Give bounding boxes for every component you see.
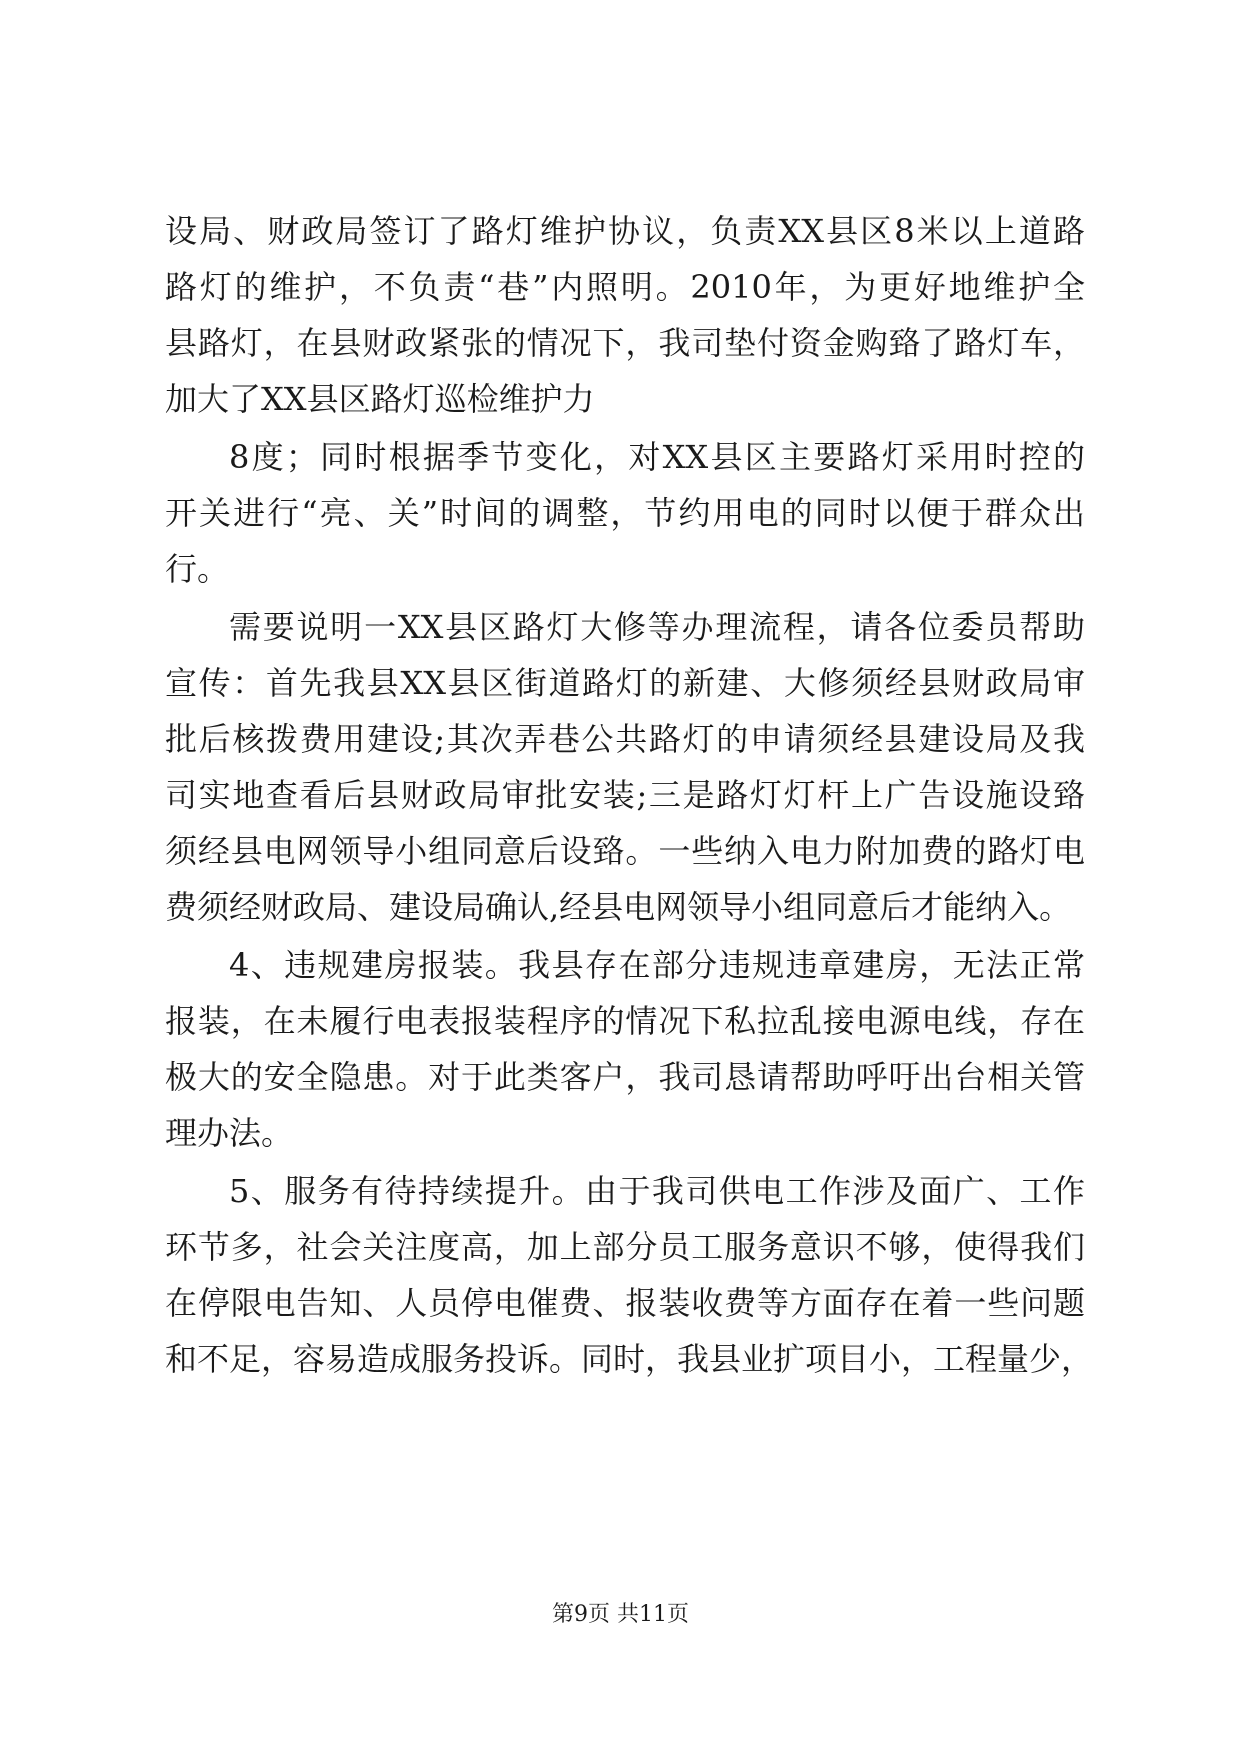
paragraph-line: 需要说明一XX县区路灯大修等办理流程，请各位委员帮助 <box>229 608 1085 646</box>
paragraph-line: 路灯的维护，不负责“巷”内照明。2010年，为更好地维护全 <box>165 268 1085 306</box>
paragraph-line: 开关进行“亮、关”时间的调整，节约用电的同时以便于群众出 <box>165 494 1085 532</box>
paragraph-line: 设局、财政局签订了路灯维护协议，负责XX县区8米以上道路 <box>165 212 1085 250</box>
page-number-footer: 第9页 共11页 <box>552 1602 689 1627</box>
paragraph-line: 行。 <box>165 550 230 588</box>
paragraph-line: 和不足，容易造成服务投诉。同时，我县业扩项目小，工程量少， <box>165 1340 1094 1378</box>
paragraph-line: 批后核拨费用建设;其次弄巷公共路灯的申请须经县建设局及我 <box>165 720 1085 758</box>
paragraph-line: 加大了XX县区路灯巡检维护力 <box>165 380 595 418</box>
paragraph-line: 费须经财政局、建设局确认,经县电网领导小组同意后才能纳入。 <box>165 888 1072 926</box>
paragraph-line: 4、违规建房报装。我县存在部分违规违章建房，无法正常 <box>229 946 1085 984</box>
paragraph-line: 须经县电网领导小组同意后设臵。一些纳入电力附加费的路灯电 <box>165 832 1085 870</box>
paragraph-line: 在停限电告知、人员停电催费、报装收费等方面存在着一些问题 <box>165 1284 1085 1322</box>
paragraph-line: 极大的安全隐患。对于此类客户，我司恳请帮助呼吁出台相关管 <box>165 1058 1085 1096</box>
paragraph-line: 宣传：首先我县XX县区街道路灯的新建、大修须经县财政局审 <box>165 664 1085 702</box>
paragraph-line: 理办法。 <box>165 1114 294 1152</box>
paragraph-line: 8度；同时根据季节变化，对XX县区主要路灯采用时控的 <box>229 438 1085 476</box>
paragraph-line: 报装，在未履行电表报装程序的情况下私拉乱接电源电线，存在 <box>165 1002 1085 1040</box>
paragraph-line: 司实地查看后县财政局审批安装;三是路灯灯杆上广告设施设臵 <box>165 776 1085 814</box>
paragraph-line: 县路灯，在县财政紧张的情况下，我司垫付资金购臵了路灯车， <box>165 324 1085 362</box>
paragraph-line: 环节多，社会关注度高，加上部分员工服务意识不够，使得我们 <box>165 1228 1085 1266</box>
paragraph-line: 5、服务有待持续提升。由于我司供电工作涉及面广、工作 <box>229 1172 1085 1210</box>
